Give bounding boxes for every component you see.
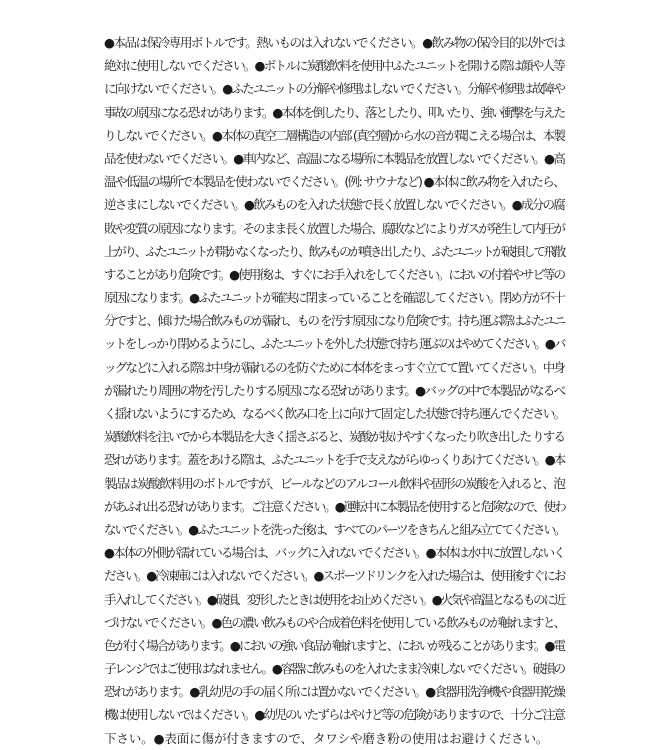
text-line: 事故の原因になる恐 れがあります。●本体を倒したり、落としたり、叩いたり、強い衝撃を与えた <box>104 104 564 120</box>
text-line: 上がり、ふたユニットが開かなくなったり、飲みものが噴き出したり、ふたユニットが破損して飛散 <box>104 243 564 259</box>
text-line: づけないでください。●色の濃い飲みものや合成着色料を使用している飲みものが触れますと、 <box>104 614 565 630</box>
text-line: に向けないでください。●ふたユニットの分解や修理はしないでください。分解や修理は故障や <box>104 81 564 97</box>
text-line: 逆さまにしないでください。●飲みものを入れた状態で長く放置しないでください。●成分の腐 <box>104 197 564 213</box>
text-line: 手入れしてください。●破損、変形したときは使用をお止めください。●火気や高温となるものに近 <box>104 591 564 607</box>
text-line: りしないでください。●本体の真空二層構造の内部 (真空層)から水の音が聞こえる場合は、本製 <box>104 127 565 143</box>
text-line: 下さい。●表面に傷が付きますので、タワシや磨き粉の使用はお避けください。 <box>104 730 549 746</box>
text-line: が漏れたり周囲の物を汚したりする原因になる恐れがあります。●バッグの中で本製品がなるべ <box>104 382 565 398</box>
text-line: ださい。●冷凍庫には入れないでください。●スポーツドリンクを入れた場合は、使用後すぐにお <box>104 568 565 584</box>
text-line: することがあり危険です。●使用後は、すぐにお手入れをしてください。においの付着やサビ等の <box>104 266 564 282</box>
text-line: 恐れがあります。●乳幼児の手の届く所には置かないでください。●食器用洗浄機や食器用乾燥 <box>104 684 564 700</box>
text-line: 敗や変質の原因になります。そのまま長く放置した場合、腐敗などによりガスが発生して内圧が <box>104 220 565 236</box>
text-line: ないでください。●ふたユニットを洗った後は、すべてのパーツをきちんと組み立ててください。 <box>104 521 565 537</box>
text-line: ッグなどに入れる際は中身が漏れるのを防ぐために本体をまっすぐ立てて置いてください。中身 <box>104 359 564 375</box>
text-line: 炭酸飲料を注いでから本製品を大きく揺さぶると、炭酸が抜けやすくなったり吹き出した りする <box>104 429 564 445</box>
text-line: ●本体の外側が濡れている場合は、バッグに入れないでください。●本体は水中に放置しないく <box>104 545 564 561</box>
text-line: 絶対に使用しないでください。●ボトルに炭酸飲料を使用中ふたユニットを開ける際は顔や人等 <box>104 58 564 74</box>
text-line: 製品は炭酸飲料用のボトルですが、ビールなどのアルコール飲料や固形の炭酸を入れると、泡 <box>104 475 565 491</box>
text-line: ットをしっかり閉めるようにし、ふたユニットを外した状態で持ち 運ぶのはやめてください。●バ <box>104 336 565 352</box>
text-line: く揺れないようにするため、なるべく飲み口を上に向けて固 定した状態で持ち運んでください。 <box>104 406 565 421</box>
text-line: 機は使用しないではください。●幼児のいたずらはやけど等の危険がありますので、十分ご注意 <box>104 707 565 723</box>
text-line: 恐れがあります。蓋をあける際は、ふたユニットを手で支えながらゆっくりあけてください。●本 <box>104 452 565 468</box>
text-line: 品を使わないでください。●車内など、高温になる場所に本製品を放置しないでください。●高 <box>104 150 564 166</box>
text-line: 原因になります。●ふたユニットが確実に閉まっていることを確認してください。閉め方が不十 <box>104 290 564 306</box>
caution-text-block <box>104 31 564 750</box>
text-line: ●本品は保冷専用ボトルです。熱いものは入れないでください。●飲み物の保冷目的以外では <box>104 35 565 50</box>
text-line: があふれ出る恐れがあります。ご注意ください。●運転中に本製品を使用すると危険なので、使わ <box>104 498 565 514</box>
text-line: 色が付く場合があります。●においの強い食品が触れますと、においが残ることがあります。●電 <box>104 637 565 653</box>
text-line: 子レンジではご使用はなれません。●容器に飲みものを入れたまま冷凍しないでください。破損の <box>104 661 564 677</box>
text-line: 温や低温の場所で本製品を使わないでください。(例: サウナなど) ●本体に飲み物を入れたら、 <box>104 174 564 190</box>
text-line: 分ですと、傾けた場合飲みものが漏れ、もの を汚す原因になり危険です。持ち運ぶ際はふたユニ <box>104 313 565 329</box>
